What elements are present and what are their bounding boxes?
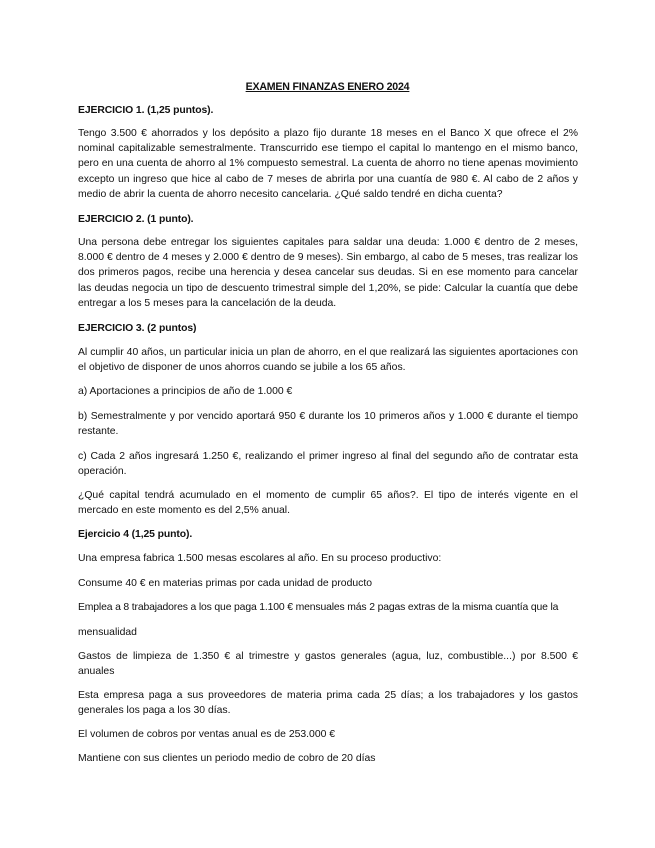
exercise-3-option-a: a) Aportaciones a principios de año de 1.000 € [78, 386, 293, 397]
exercise-4-line-8: Mantiene con sus clientes un periodo medio de cobro de 20 días [78, 753, 376, 764]
exercise-3-heading: EJERCICIO 3. (2 puntos) [78, 323, 197, 334]
exercise-3-question: ¿Qué capital tendrá acumulado en el momento de cumplir 65 años?. El tipo de interés vigente en el mercado en este momento es del 2,5% anual. [78, 490, 578, 517]
exercise-4-heading: Ejercicio 4 (1,25 punto). [78, 529, 193, 540]
exercise-4-line-6: Esta empresa paga a sus proveedores de materia prima cada 25 días; a los trabajadores y los gastos generales los paga a los 30 días. [78, 690, 578, 717]
exercise-3-option-b: b) Semestralmente y por vencido aportará 950 € durante los 10 primeros años y 1.000 € durante el tiempo restante. [78, 411, 578, 438]
exercise-4-line-4: mensualidad [78, 627, 137, 638]
exercise-2-text: Una persona debe entregar los siguientes capitales para saldar una deuda: 1.000 € dentro de 2 meses, 8.000 € dentro de 4 meses y 2.000 € dentro de 9 meses). Sin embargo, al cabo de 5 meses, tras realizar los dos primeros pagos, recibe una herencia y desea cancelar sus deudas. Si en ese momento para cancelar las deudas negocia un tipo de descuento trimestral simple del 1,20%, se pide: Calcular la cuantía que debe entregar a los 5 meses para la cancelación de la deuda. [78, 237, 578, 309]
exercise-4-line-7: El volumen de cobros por ventas anual es de 253.000 € [78, 729, 336, 740]
exam-title: EXAMEN FINANZAS ENERO 2024 [245, 81, 410, 93]
exercise-4-line-3: Emplea a 8 trabajadores a los que paga 1.100 € mensuales más 2 pagas extras de la misma cuantía que la [78, 602, 559, 613]
exercise-1-text: Tengo 3.500 € ahorrados y los depósito a plazo fijo durante 18 meses en el Banco X que ofrece el 2% nominal capitalizable semestralmente. Transcurrido ese tiempo el capital lo mantengo en el mismo banco, pero en una cuenta de ahorro al 1% compuesto semestral. La cuenta de ahorro no tiene apenas movimiento excepto un ingreso que hice al cabo de 7 meses de abrirla por una cuantía de 980 €. Al cabo de 2 años y medio de abrir la cuenta de ahorro necesito cancelaria. ¿Qué saldo tendré en dicha cuenta? [78, 128, 578, 200]
exercise-3-intro: Al cumplir 40 años, un particular inicia un plan de ahorro, en el que realizará las siguientes aportaciones con el objetivo de disponer de unos ahorros cuando se jubile a los 65 años. [78, 347, 578, 374]
exercise-1-heading: EJERCICIO 1. (1,25 puntos). [78, 105, 214, 116]
exercise-4-line-1: Una empresa fabrica 1.500 mesas escolares al año. En su proceso productivo: [78, 553, 442, 564]
exercise-4-line-5: Gastos de limpieza de 1.350 € al trimestre y gastos generales (agua, luz, combustible...) por 8.500 € anuales [78, 651, 578, 678]
exercise-4-line-2: Consume 40 € en materias primas por cada unidad de producto [78, 578, 372, 589]
exercise-2-heading: EJERCICIO 2. (1 punto). [78, 214, 194, 225]
exercise-3-option-c: c) Cada 2 años ingresará 1.250 €, realizando el primer ingreso al final del segundo año de contratar esta operación. [78, 451, 578, 478]
